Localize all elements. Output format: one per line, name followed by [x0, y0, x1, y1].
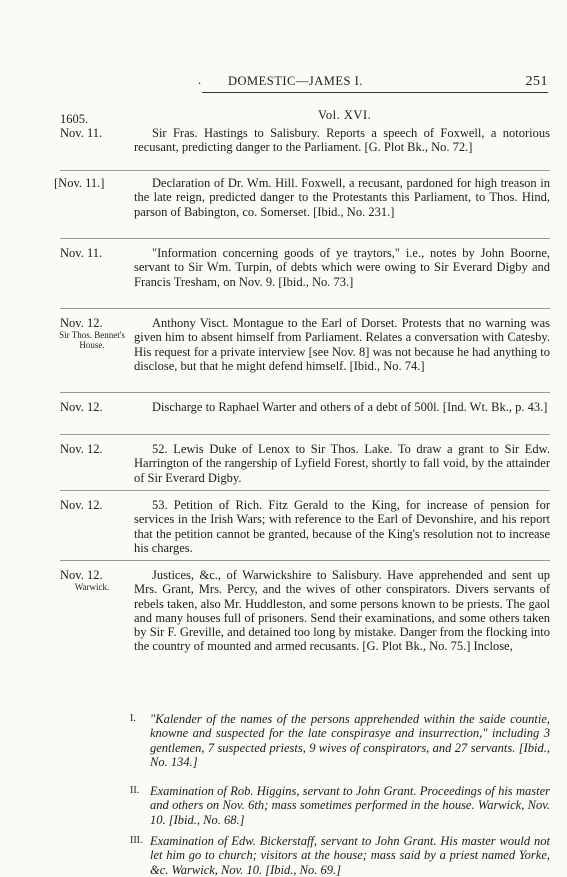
calendar-entry	[60, 246, 550, 289]
entry-date: Nov. 12.	[60, 568, 103, 582]
calendar-entry	[60, 442, 550, 485]
entry-date: Nov. 12.	[60, 442, 103, 456]
calendar-entry	[60, 400, 550, 414]
enclosure-item	[130, 712, 550, 769]
entry-divider	[60, 392, 550, 393]
calendar-entry	[54, 176, 550, 219]
entry-date: Nov. 12.	[60, 400, 103, 414]
enclosure-number: I.	[130, 713, 136, 724]
entry-text: "Information concerning goods of ye traytors," i.e., notes by John Boorne, servant to Sir Wm. Turpin, of debts which were owing to Sir Everard Digby and Francis Tresham, on Nov. 9. [Ibid., No. 73.]	[134, 246, 550, 289]
header-rule	[202, 92, 548, 93]
entry-date: [Nov. 11.]	[54, 176, 105, 190]
entry-text: Declaration of Dr. Wm. Hill. Foxwell, a recusant, pardoned for high treason in the late reign, predicted danger to the Protestants this Parliament, to Thos. Hind, parson of Babington, co. Somerset. [Ibid., No. 231.]	[134, 176, 550, 219]
entry-text: 52. Lewis Duke of Lenox to Sir Thos. Lake. To draw a grant to Sir Edw. Harrington of the rangership of Lyfield Forest, shortly to fall void, by the attainder of Sir Everard Digby.	[134, 442, 550, 485]
page-number: 251	[525, 74, 548, 89]
entry-text: Justices, &c., of Warwickshire to Salisbury. Have apprehended and sent up Mrs. Grant, Mrs. Percy, and the wives of other conspirators. Divers servants of rebels taken, also Mr. Huddleston, and some persons known to be priests. The gaol and many houses full of prisoners. Send their examinations, and some others taken by Sir F. Greville, and detained too long by mistake. Danger from the flocking into the country of mounted and armed recusants. [G. Plot Bk., No. 75.] Inclose,	[134, 568, 550, 654]
entry-divider	[60, 170, 550, 171]
entry-place: Warwick.	[74, 582, 110, 592]
running-title: DOMESTIC—JAMES I.	[228, 74, 363, 88]
entry-divider	[60, 434, 550, 435]
enclosure-item	[130, 784, 550, 827]
entry-date: Nov. 12.	[60, 316, 103, 330]
entry-date: Nov. 11.	[60, 126, 103, 140]
year-label: 1605.	[60, 112, 89, 126]
enclosure-text: Examination of Rob. Higgins, servant to John Grant. Proceedings of his master and others on Nov. 6th; mass sometimes performed in the house. Warwick, Nov. 10. [Ibid., No. 68.]	[150, 784, 550, 827]
enclosure-text: "Kalender of the names of the persons apprehended within the saide countie, knowne and suspected for the late conspirasye and insurrection," including 3 gentlemen, 7 suspected priests, 9 wives of conspirators, and 27 servants. [Ibid., No. 134.]	[150, 712, 550, 769]
calendar-entry	[60, 568, 550, 654]
header-dot: .	[198, 73, 202, 87]
entry-date: Nov. 12.	[60, 498, 103, 512]
entry-divider	[60, 490, 550, 491]
entry-text: Anthony Visct. Montague to the Earl of Dorset. Protests that no warning was given him to absent himself from Parliament. Relates a conversation with Catesby. His request for a private interview [see Nov. 8] was not because he had anything to disclose, but that he might defend himself. [Ibid., No. 74.]	[134, 316, 550, 373]
calendar-entry	[60, 316, 550, 373]
entry-text: Sir Fras. Hastings to Salisbury. Reports a speech of Foxwell, a notorious recusant, predicting danger to the Parliament. [G. Plot Bk., No. 72.]	[134, 126, 550, 155]
entry-divider	[60, 238, 550, 239]
volume-heading: Vol. XVI.	[318, 108, 372, 122]
entry-text: Discharge to Raphael Warter and others of a debt of 500l. [Ind. Wt. Bk., p. 43.]	[152, 400, 548, 414]
entry-date: Nov. 11.	[60, 246, 103, 260]
entry-text: 53. Petition of Rich. Fitz Gerald to the King, for increase of pension for services in the Irish Wars; with reference to the Earl of Devonshire, and his report that the petition cannot be granted, because of the King's resolution not to increase his charges.	[134, 498, 550, 555]
enclosure-item	[130, 834, 550, 877]
enclosure-number: II.	[130, 785, 140, 796]
entry-divider	[60, 560, 550, 561]
enclosure-text: Examination of Edw. Bickerstaff, servant to John Grant. His master would not let him go to church; visitors at the house; mass said by a priest named Yorke, &c. Warwick, Nov. 10. [Ibid., No. 69.]	[150, 834, 550, 877]
entry-place: Sir Thos. Bennet's House.	[59, 330, 125, 350]
enclosure-number: III.	[130, 835, 143, 846]
calendar-entry	[60, 126, 550, 155]
calendar-entry	[60, 498, 550, 555]
entry-divider	[60, 308, 550, 309]
